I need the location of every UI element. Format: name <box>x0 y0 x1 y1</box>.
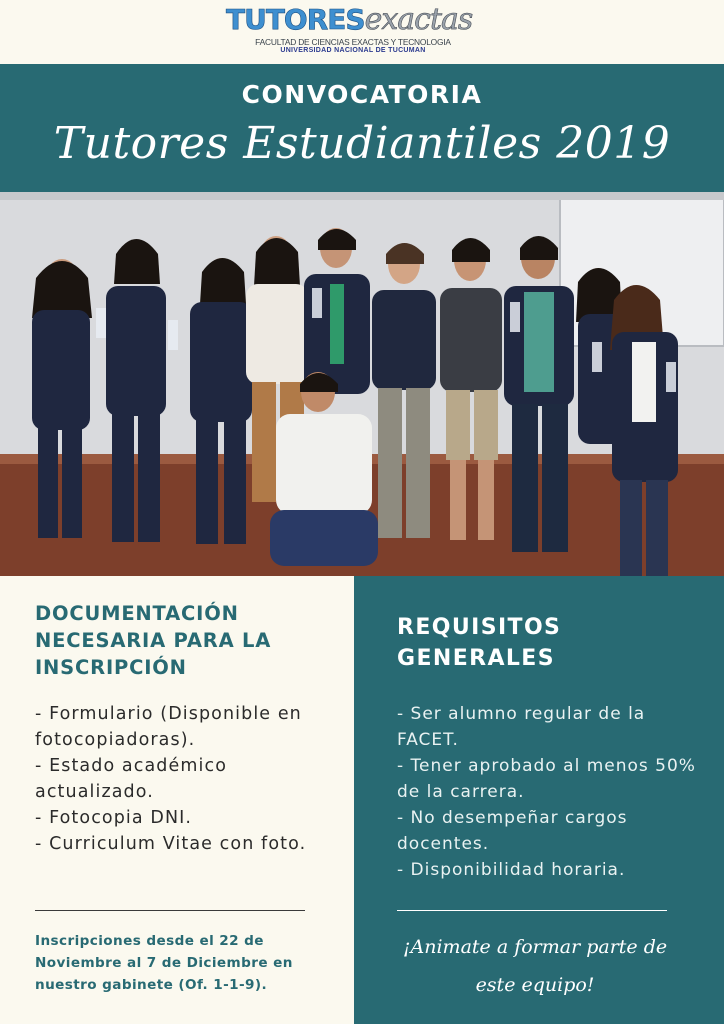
main-title: Tutores Estudiantiles 2019 <box>53 118 671 169</box>
brand-logo <box>226 4 476 36</box>
list-item: - Tener aprobado al menos 50% de la carrera. <box>397 756 696 802</box>
logo-header <box>0 0 724 64</box>
divider-right <box>397 910 667 911</box>
group-photo-illustration <box>0 192 724 576</box>
requirements-list <box>397 701 707 883</box>
registration-note: Inscripciones desde el 22 de Noviembre al 7 de Diciembre en nuestro gabinete (Of. 1-1-9). <box>35 933 293 993</box>
group-photo <box>0 192 724 576</box>
documentation-list <box>35 701 335 857</box>
list-item: - Curriculum Vitae con foto. <box>35 834 307 854</box>
requirements-heading: REQUISITOS GENERALES <box>397 615 562 671</box>
list-item: - Fotocopia DNI. <box>35 808 193 828</box>
brand-logo-part2: exactas <box>364 2 473 37</box>
list-item: - Estado académico actualizado. <box>35 756 227 802</box>
list-item: - Disponibilidad horaria. <box>397 860 626 880</box>
university-name: UNIVERSIDAD NACIONAL DE TUCUMAN <box>280 47 426 54</box>
list-item: - Formulario (Disponible en fotocopiadoras). <box>35 704 302 750</box>
list-item: - No desempeñar cargos docentes. <box>397 808 628 854</box>
documentation-heading: DOCUMENTACIÓN NECESARIA PARA LA INSCRIPCIÓN <box>35 602 272 679</box>
closing-message: ¡Animate a formar parte de este equipo! <box>402 936 668 996</box>
brand-logo-part1: TUTORES <box>226 3 365 36</box>
divider-left <box>35 910 305 911</box>
faculty-name: FACULTAD DE CIENCIAS EXACTAS Y TECNOLOGIA <box>255 37 451 47</box>
list-item: - Ser alumno regular de la FACET. <box>397 704 646 750</box>
kicker-title: CONVOCATORIA <box>241 80 483 109</box>
